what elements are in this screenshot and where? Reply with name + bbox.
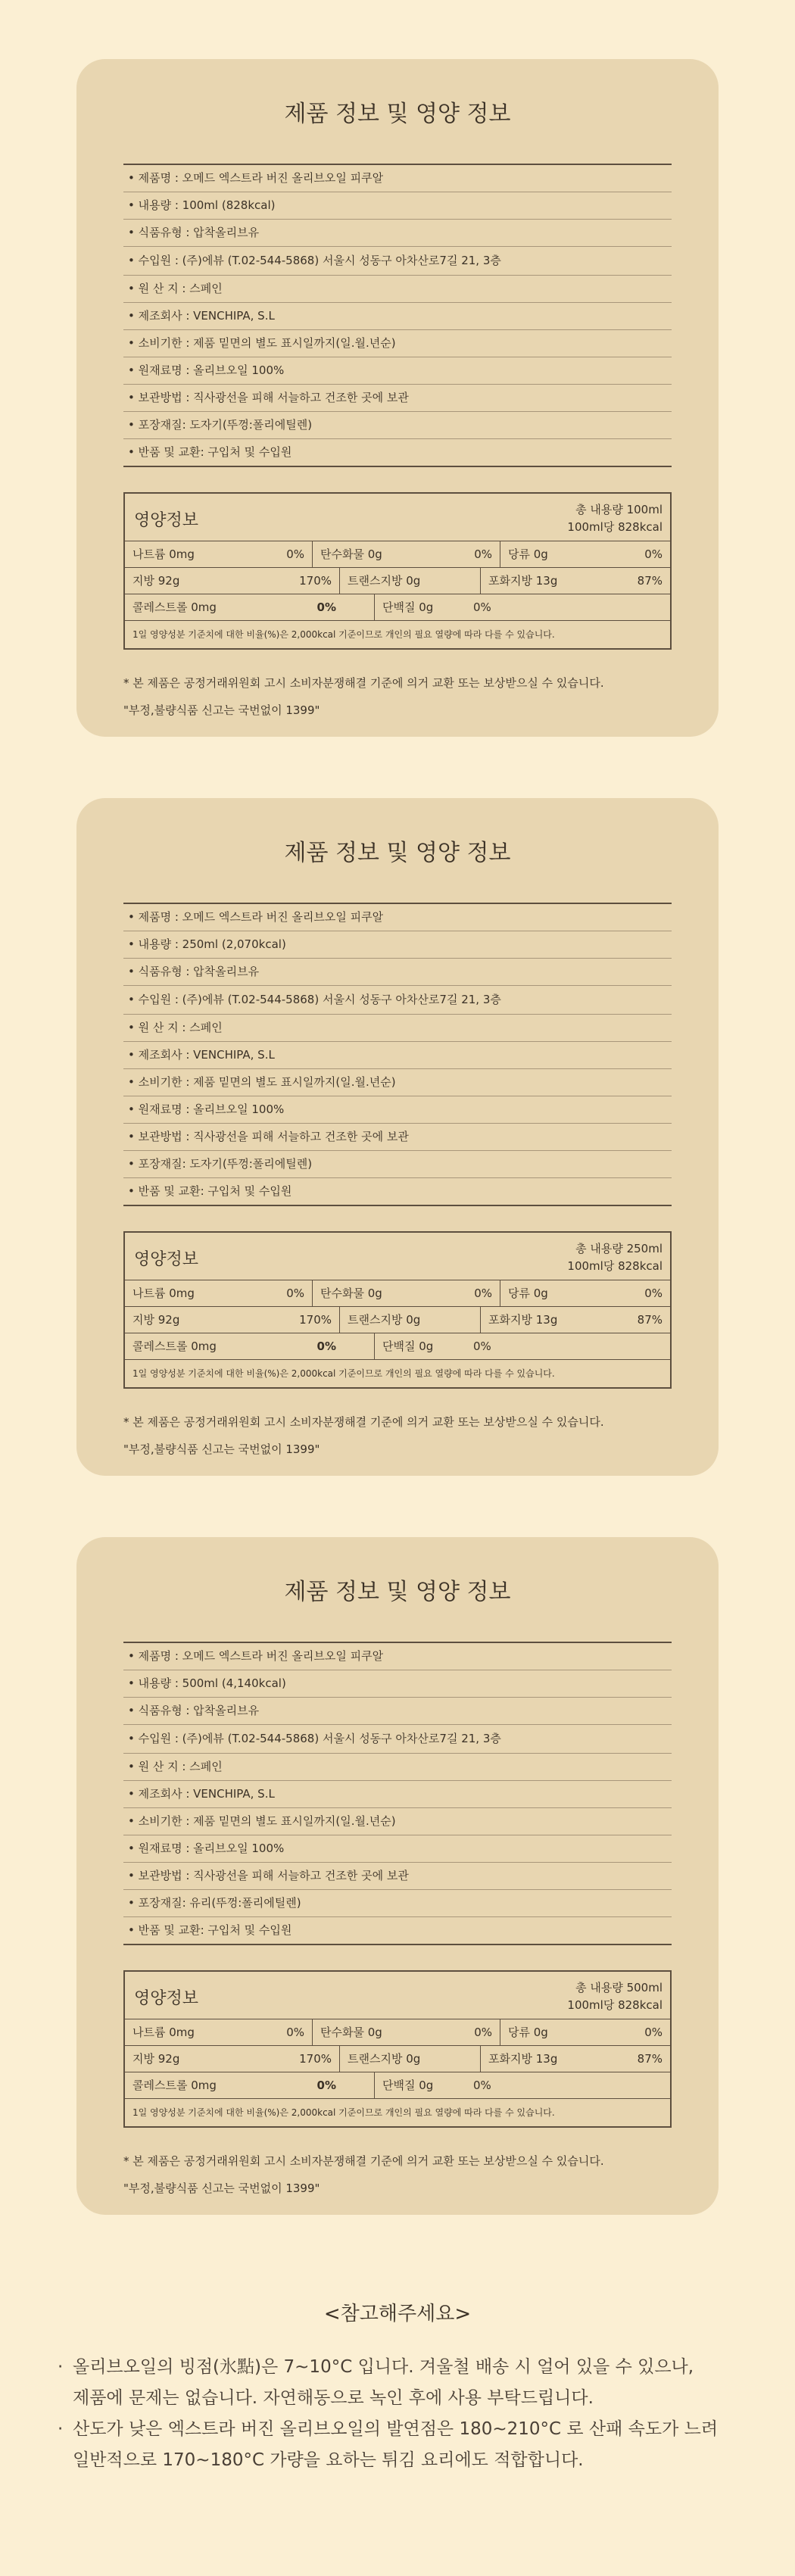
nutrient-percent: 87% <box>637 1313 662 1327</box>
nutrient-percent: 0% <box>286 2026 304 2039</box>
nutrition-title: 영양정보 <box>134 1989 199 2008</box>
bullet-mark: · <box>58 2357 64 2377</box>
nutrient-percent: 0% <box>644 1286 662 1300</box>
nutrient-saturated-fat: 포화지방 13g 87% <box>481 568 670 594</box>
nutrition-row <box>125 594 670 621</box>
product-info-row: • 반품 및 교환: 구입처 및 수입원 <box>123 439 672 467</box>
reference-item-smoke-point <box>58 2414 754 2476</box>
nutrient-sugar: 당류 0g 0% <box>500 2019 670 2045</box>
card-title: 제품 정보 및 영양 정보 <box>284 101 511 127</box>
nutrition-title: 영양정보 <box>134 511 199 530</box>
product-info-row: • 보관방법 : 직사광선을 피해 서늘하고 건조한 곳에 보관 <box>123 1124 672 1151</box>
product-info-row: • 식품유형 : 압착올리브유 <box>123 959 672 986</box>
product-info-row: • 원재료명 : 올리브오일 100% <box>123 357 672 385</box>
product-info-row: • 내용량 : 250ml (2,070kcal) <box>123 931 672 959</box>
product-info-row: • 원 산 지 : 스페인 <box>123 1754 672 1781</box>
nutrition-title: 영양정보 <box>134 1250 199 1269</box>
nutrient-percent: 0% <box>474 547 492 561</box>
nutrient-cholesterol: 콜레스트롤 0mg 0% <box>125 1333 375 1359</box>
product-info-row: • 포장재질: 도자기(뚜껑:폴리에틸렌) <box>123 412 672 439</box>
nutrient-percent: 87% <box>637 574 662 588</box>
product-info-row: • 식품유형 : 압착올리브유 <box>123 1698 672 1725</box>
nutrient-sugar: 당류 0g 0% <box>500 541 670 567</box>
nutrient-trans-fat: 트랜스지방 0g <box>340 2046 481 2072</box>
nutrient-protein: 단백질 0g 0% <box>375 1333 670 1359</box>
nutrition-footnote: 1일 영양성분 기준치에 대한 비율(%)은 2,000kcal 기준이므로 개인의 필요 열량에 따라 다를 수 있습니다. <box>132 2107 555 2118</box>
product-info-row: • 포장재질: 유리(뚜껑:폴리에틸렌) <box>123 1890 672 1917</box>
nutrient-percent: 0% <box>644 547 662 561</box>
total-volume: 총 내용량 250ml <box>575 1242 662 1255</box>
product-info-row: • 소비기한 : 제품 밑면의 별도 표시일까지(일.월.년순) <box>123 1808 672 1835</box>
nutrient-percent: 170% <box>299 1313 332 1327</box>
reference-line: 올리브오일의 빙점(氷點)은 7~10°C 입니다. 겨울철 배송 시 얼어 있을 수 있으나, <box>73 2357 694 2377</box>
product-info-row: • 내용량 : 100ml (828kcal) <box>123 192 672 220</box>
product-info-row: • 반품 및 교환: 구입처 및 수입원 <box>123 1917 672 1945</box>
nutrient-percent: 0% <box>644 2026 662 2039</box>
product-info-row: • 원재료명 : 올리브오일 100% <box>123 1096 672 1124</box>
nutrient-percent: 170% <box>299 574 332 588</box>
notice-text: * 본 제품은 공정거래위원회 고시 소비자분쟁해결 기준에 의거 교환 또는 보상받으실 수 있습니다. <box>123 1415 604 1429</box>
reference-line: 산도가 낮은 엑스트라 버진 올리브오일의 발연점은 180~210°C 로 산패 속도가 느려 <box>73 2419 719 2439</box>
product-info-card <box>76 798 719 1476</box>
nutrient-sodium: 나트륨 0mg 0% <box>125 541 313 567</box>
nutrient-percent: 170% <box>299 2052 332 2066</box>
nutrition-row <box>125 2072 670 2099</box>
nutrient-percent: 87% <box>637 2052 662 2066</box>
product-info-row: • 식품유형 : 압착올리브유 <box>123 220 672 247</box>
product-info-row: • 수입원 : (주)에뷰 (T.02-544-5868) 서울시 성동구 아차산로7길 21, 3층 <box>123 1725 672 1754</box>
nutrient-fat: 지방 92g 170% <box>125 1307 340 1333</box>
product-info-row: • 소비기한 : 제품 밑면의 별도 표시일까지(일.월.년순) <box>123 330 672 357</box>
nutrient-cholesterol: 콜레스트롤 0mg 0% <box>125 594 375 620</box>
product-info-row: • 반품 및 교환: 구입처 및 수입원 <box>123 1178 672 1206</box>
nutrient-carbohydrate: 탄수화물 0g 0% <box>313 2019 500 2045</box>
nutrition-table <box>123 1231 672 1389</box>
product-info-row: • 보관방법 : 직사광선을 피해 서늘하고 건조한 곳에 보관 <box>123 385 672 412</box>
product-info-row: • 보관방법 : 직사광선을 피해 서늘하고 건조한 곳에 보관 <box>123 1863 672 1890</box>
nutrient-carbohydrate: 탄수화물 0g 0% <box>313 541 500 567</box>
nutrient-percent: 0% <box>474 1286 492 1300</box>
product-info-row: • 수입원 : (주)에뷰 (T.02-544-5868) 서울시 성동구 아차산로7길 21, 3층 <box>123 986 672 1015</box>
product-info-row: • 소비기한 : 제품 밑면의 별도 표시일까지(일.월.년순) <box>123 1069 672 1096</box>
card-title: 제품 정보 및 영양 정보 <box>284 840 511 866</box>
nutrient-percent: 0% <box>286 1286 304 1300</box>
nutrient-percent: 0% <box>473 600 491 614</box>
nutrient-percent: 0% <box>316 2079 336 2092</box>
nutrient-protein: 단백질 0g 0% <box>375 594 670 620</box>
product-info-row: • 제조회사 : VENCHIPA, S.L <box>123 303 672 330</box>
reference-title: <참고해주세요> <box>323 2303 472 2325</box>
nutrient-saturated-fat: 포화지방 13g 87% <box>481 1307 670 1333</box>
nutrition-total <box>567 1240 662 1275</box>
notice-list <box>123 2147 672 2202</box>
product-info-row: • 수입원 : (주)에뷰 (T.02-544-5868) 서울시 성동구 아차산로7길 21, 3층 <box>123 247 672 276</box>
nutrient-cholesterol: 콜레스트롤 0mg 0% <box>125 2072 375 2098</box>
calories-per-100ml: 100ml당 828kcal <box>567 520 662 534</box>
product-info-row: • 원 산 지 : 스페인 <box>123 276 672 303</box>
nutrition-footnote: 1일 영양성분 기준치에 대한 비율(%)은 2,000kcal 기준이므로 개인의 필요 열량에 따라 다를 수 있습니다. <box>132 629 555 640</box>
nutrition-row <box>125 2019 670 2046</box>
product-info-row: • 제품명 : 오메드 엑스트라 버진 올리브오일 피쿠알 <box>123 1643 672 1670</box>
product-info-card <box>76 1537 719 2215</box>
nutrient-saturated-fat: 포화지방 13g 87% <box>481 2046 670 2072</box>
nutrition-row <box>125 541 670 568</box>
nutrition-footnote: 1일 영양성분 기준치에 대한 비율(%)은 2,000kcal 기준이므로 개인의 필요 열량에 따라 다를 수 있습니다. <box>132 1368 555 1379</box>
nutrition-table <box>123 492 672 650</box>
nutrient-sodium: 나트륨 0mg 0% <box>125 1280 313 1306</box>
nutrient-percent: 0% <box>473 1339 491 1353</box>
card-title: 제품 정보 및 영양 정보 <box>284 1579 511 1605</box>
nutrient-sodium: 나트륨 0mg 0% <box>125 2019 313 2045</box>
nutrient-sugar: 당류 0g 0% <box>500 1280 670 1306</box>
nutrient-carbohydrate: 탄수화물 0g 0% <box>313 1280 500 1306</box>
product-info-card <box>76 59 719 737</box>
nutrient-percent: 0% <box>316 600 336 614</box>
total-volume: 총 내용량 500ml <box>575 1981 662 1994</box>
notice-text: "부정,불량식품 신고는 국번없이 1399" <box>123 703 320 717</box>
notice-text: "부정,불량식품 신고는 국번없이 1399" <box>123 1442 320 1456</box>
nutrient-percent: 0% <box>473 2079 491 2092</box>
nutrition-header <box>125 1233 670 1280</box>
bullet-mark: · <box>58 2419 64 2439</box>
reference-line: 제품에 문제는 없습니다. 자연해동으로 녹인 후에 사용 부탁드립니다. <box>73 2388 594 2408</box>
nutrient-percent: 0% <box>286 547 304 561</box>
nutrition-row <box>125 1280 670 1307</box>
notice-list <box>123 1408 672 1463</box>
product-info-row: • 원재료명 : 올리브오일 100% <box>123 1835 672 1863</box>
calories-per-100ml: 100ml당 828kcal <box>567 1998 662 2012</box>
nutrition-table <box>123 1970 672 2128</box>
product-info-row: • 제품명 : 오메드 엑스트라 버진 올리브오일 피쿠알 <box>123 165 672 192</box>
nutrition-row <box>125 568 670 594</box>
notice-text: * 본 제품은 공정거래위원회 고시 소비자분쟁해결 기준에 의거 교환 또는 보상받으실 수 있습니다. <box>123 2154 604 2168</box>
reference-line: 일반적으로 170~180°C 가량을 요하는 튀김 요리에도 적합합니다. <box>73 2450 584 2470</box>
product-info-list <box>123 164 672 467</box>
notice-text: * 본 제품은 공정거래위원회 고시 소비자분쟁해결 기준에 의거 교환 또는 보상받으실 수 있습니다. <box>123 676 604 690</box>
nutrient-percent: 0% <box>316 1339 336 1353</box>
nutrient-protein: 단백질 0g 0% <box>375 2072 670 2098</box>
calories-per-100ml: 100ml당 828kcal <box>567 1259 662 1273</box>
nutrient-fat: 지방 92g 170% <box>125 2046 340 2072</box>
nutrition-header <box>125 1972 670 2019</box>
product-info-row: • 포장재질: 도자기(뚜껑:폴리에틸렌) <box>123 1151 672 1178</box>
reference-item-freezing <box>58 2352 754 2414</box>
product-info-list <box>123 903 672 1206</box>
product-info-row: • 내용량 : 500ml (4,140kcal) <box>123 1670 672 1698</box>
nutrition-total <box>567 501 662 536</box>
product-info-row: • 제조회사 : VENCHIPA, S.L <box>123 1781 672 1808</box>
product-info-list <box>123 1642 672 1945</box>
product-info-row: • 원 산 지 : 스페인 <box>123 1015 672 1042</box>
nutrient-trans-fat: 트랜스지방 0g <box>340 568 481 594</box>
nutrition-row <box>125 1307 670 1333</box>
nutrition-row <box>125 1333 670 1360</box>
product-info-row: • 제조회사 : VENCHIPA, S.L <box>123 1042 672 1069</box>
total-volume: 총 내용량 100ml <box>575 503 662 516</box>
nutrient-fat: 지방 92g 170% <box>125 568 340 594</box>
product-info-row: • 제품명 : 오메드 엑스트라 버진 올리브오일 피쿠알 <box>123 904 672 931</box>
nutrition-total <box>567 1979 662 2014</box>
nutrient-trans-fat: 트랜스지방 0g <box>340 1307 481 1333</box>
nutrition-header <box>125 494 670 541</box>
nutrient-percent: 0% <box>474 2026 492 2039</box>
nutrition-row <box>125 2046 670 2072</box>
notice-text: "부정,불량식품 신고는 국번없이 1399" <box>123 2181 320 2195</box>
notice-list <box>123 669 672 724</box>
